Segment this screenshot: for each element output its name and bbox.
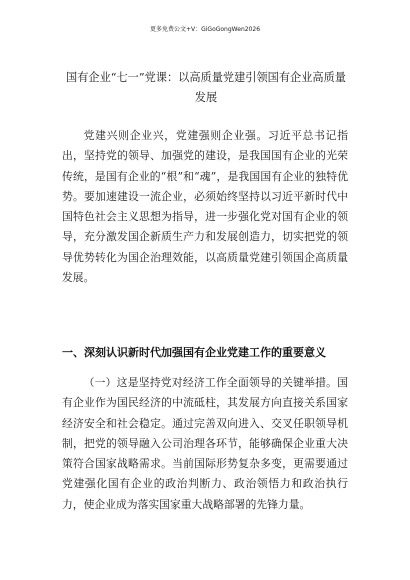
section-heading: 一、深刻认识新时代加强国有企业党建工作的重要意义 — [62, 346, 326, 359]
document-title: 国有企业“七一”党课：以高质量党建引领国有企业高质量发展 — [66, 71, 346, 104]
intro-paragraph: 党建兴则企业兴，党建强则企业强。习近平总书记指出，坚持党的领导、加强党的建设，是我国国有企业的光荣传统，是国有企业的“根”和“魂”，是我国国有企业的独特优势。要加速建设一流企业，必须始终坚持以习近平新时代中国特色社会主义思想为指导，进一步强化党对国有企业的领导，充分激发国企新质生产力和发展创造力，切实把党的领导优势转化为国企治理效能，以高质量党建引领国企高质量发展。 — [62, 129, 348, 285]
body-paragraph: （一）这是坚持党对经济工作全面领导的关键举措。国有企业作为国民经济的中流砥柱，其发展方向直接关系国家经济安全和社会稳定。通过完善双向进入、交叉任职领导机制，把党的领导融入公司治理各环节，能够确保企业重大决策符合国家战略需求。当前国际形势复杂多变，更需要通过党建强化国有企业的政治判断力、政治领悟力和政治执行力，使企业成为落实国家重大战略部署的先锋力量。 — [62, 376, 348, 511]
header-note: 更多免费公文+V：GiGoGongWen2026 — [149, 26, 261, 33]
